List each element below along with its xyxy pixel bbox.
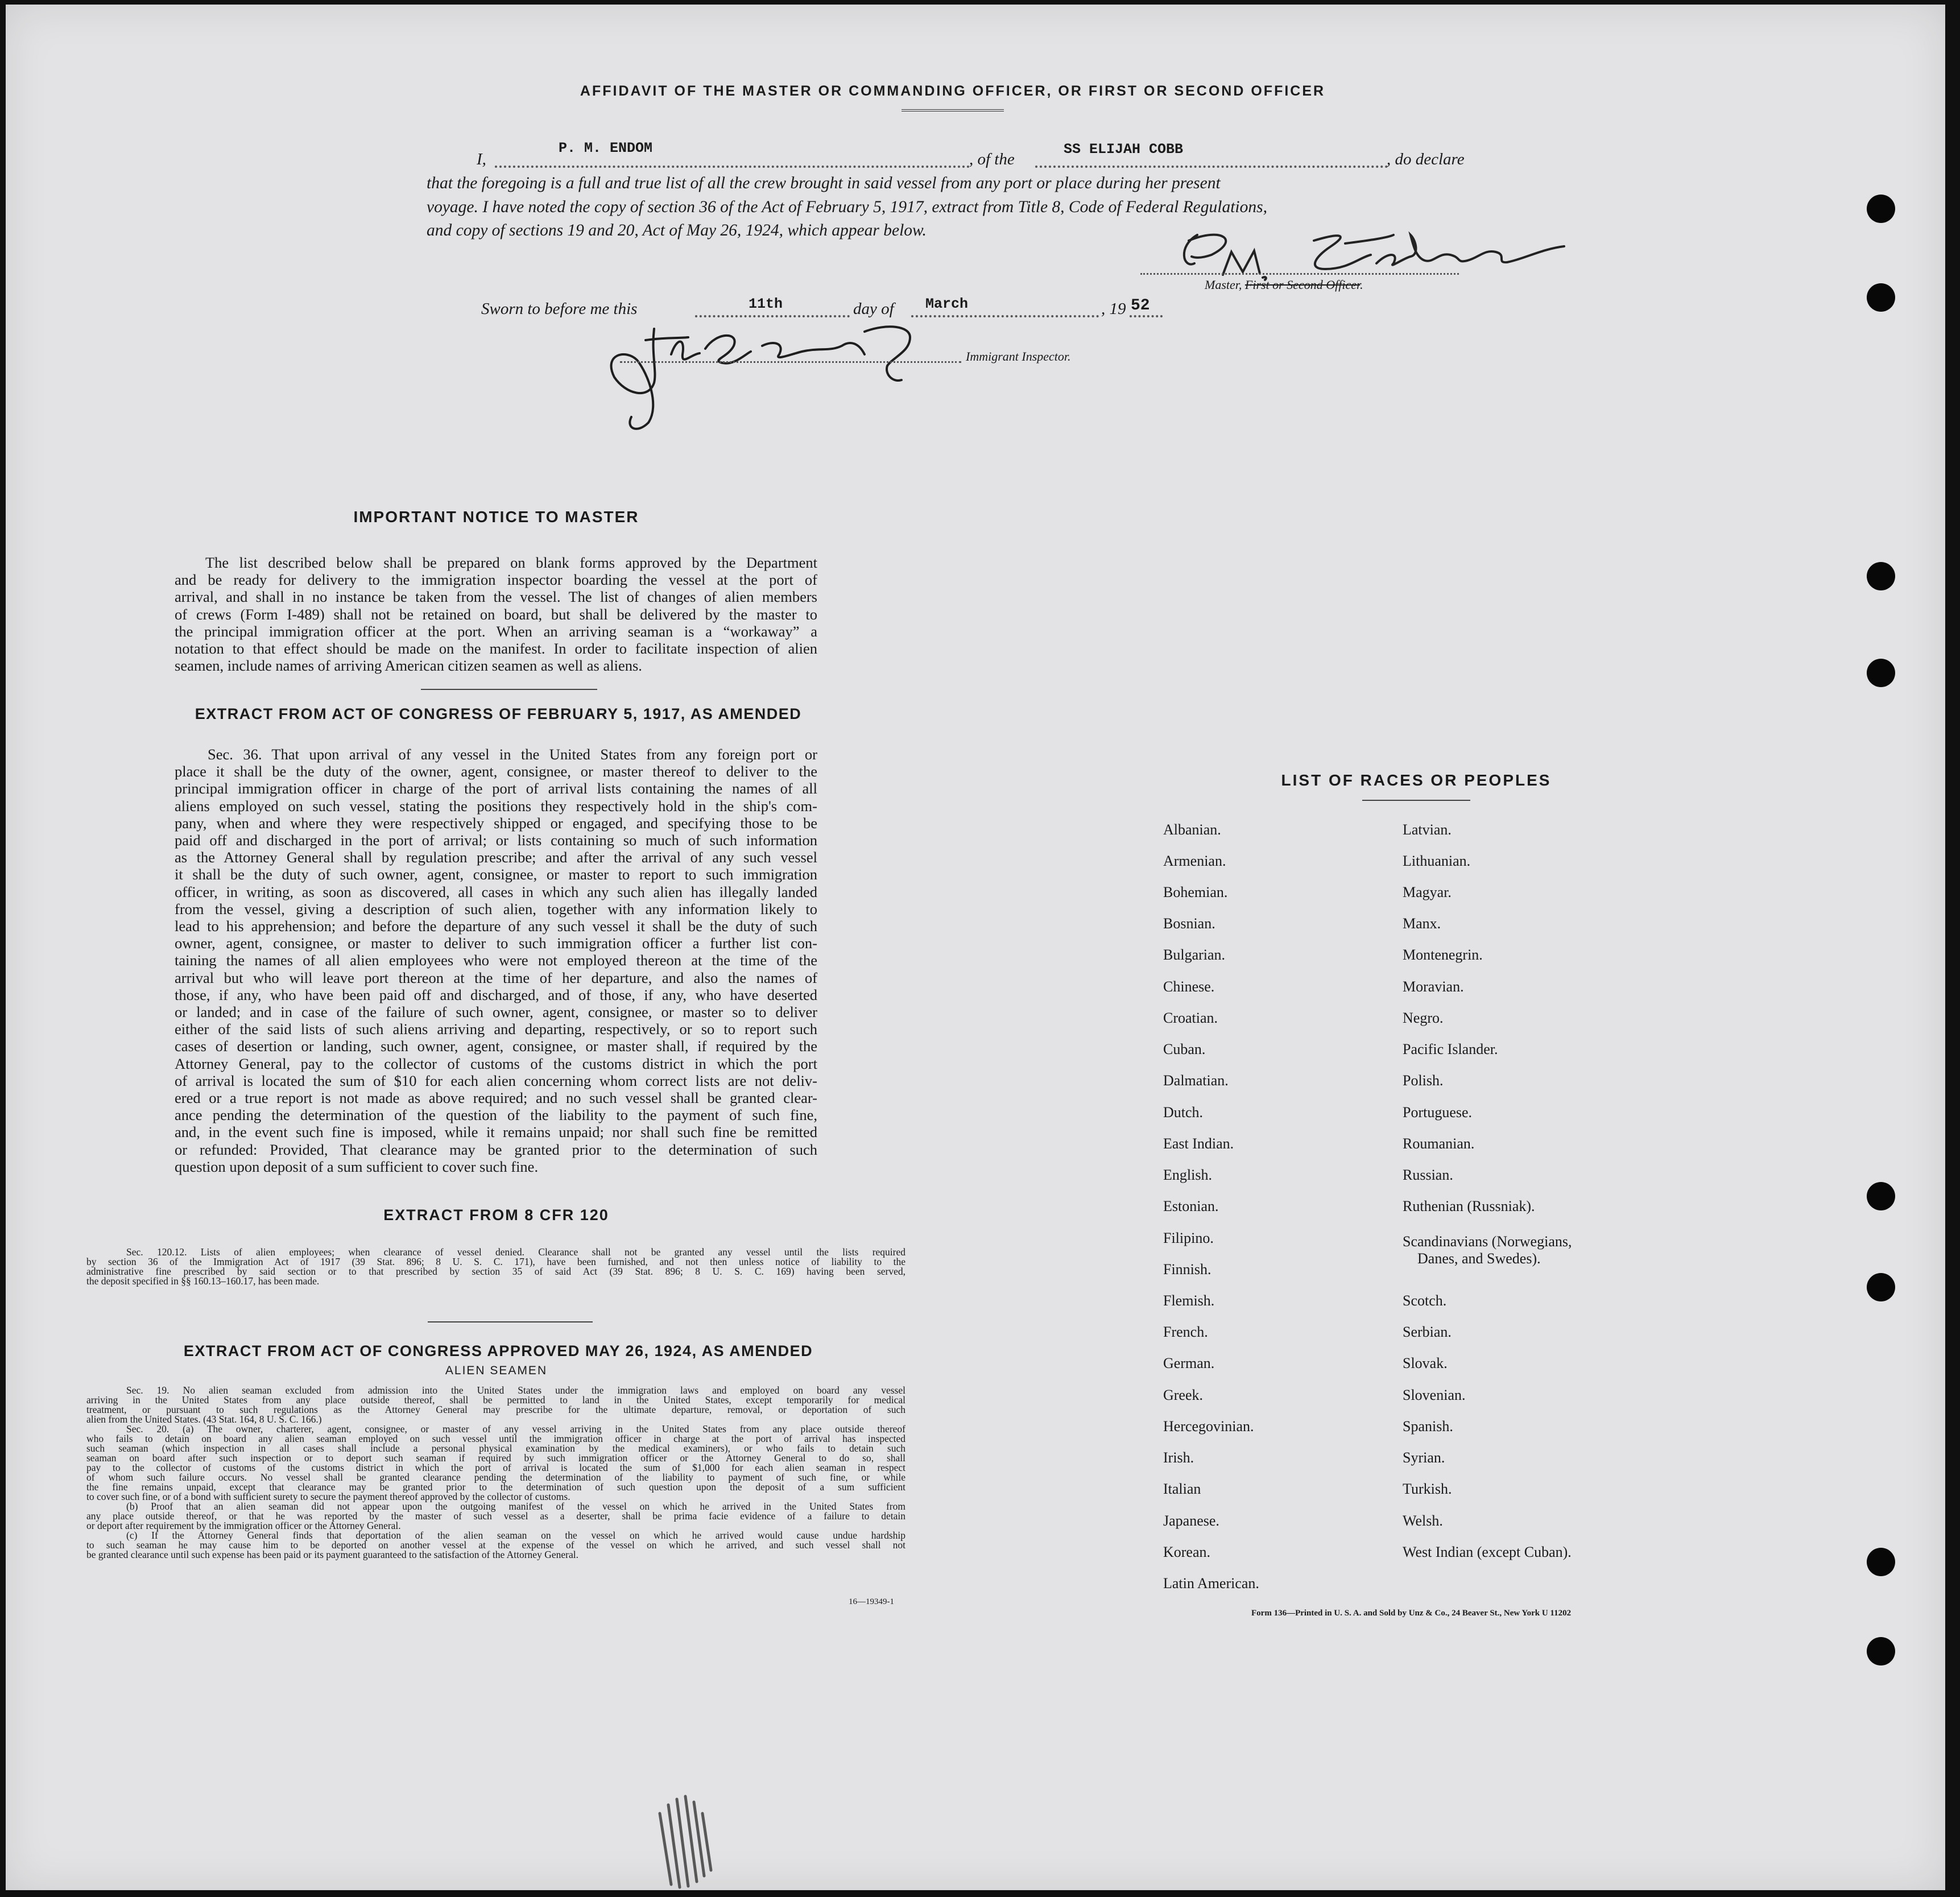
sworn-month-field: March (925, 296, 969, 312)
race-item: Manx. (1403, 915, 1441, 932)
section-36-line: paid off and discharged in the port of arrival; or lists containing so much of such information (175, 832, 817, 849)
master-name-field: P. M. ENDOM (559, 140, 653, 156)
races-heading: LIST OF RACES OR PEOPLES (1281, 771, 1552, 789)
section-36-line: ered or a true report is not made as above required; and no such vessel shall be granted clear- (175, 1089, 817, 1107)
section-36-line: of arrival is located the sum of $10 for each alien concerning whom correct lists are not deliv- (175, 1072, 817, 1089)
race-item: Armenian. (1163, 853, 1226, 869)
affidavit-line-4: and copy of sections 19 and 20, Act of May 26, 1924, which appear below. (427, 221, 927, 239)
race-item: Russian. (1403, 1167, 1453, 1183)
section-36-line: pany, when and where they were respectively shipped or engaged, and specifying those to be (175, 814, 817, 832)
race-item: Welsh. (1403, 1512, 1443, 1529)
race-item: Korean. (1163, 1544, 1211, 1560)
section-36-line: either of the said lists of such aliens arriving and departing, respectively, or so to report such (175, 1020, 817, 1038)
notice-body (175, 554, 817, 674)
extract-1924-heading: EXTRACT FROM ACT OF CONGRESS APPROVED MAY 26, 1924, AS AMENDED (183, 1342, 813, 1359)
vessel-name-field: SS ELIJAH COBB (1064, 141, 1184, 158)
race-item: Roumanian. (1403, 1135, 1475, 1152)
year-suffix: 52 (1131, 297, 1150, 315)
master-name-line (495, 166, 970, 168)
race-item: Pacific Islander. (1403, 1041, 1498, 1057)
race-item: Scotch. (1403, 1292, 1447, 1309)
section-36-line: from the vessel, giving a description of such alien, together with any information likely to (175, 900, 817, 917)
section-20-line: who fails to detain on board any alien seaman employed on such vessel until the immigration officer in charge at the port of arrival has inspected (86, 1433, 905, 1444)
race-item: Syrian. (1403, 1449, 1445, 1466)
master-caption-label: Master, (1205, 278, 1242, 292)
section-36-line: as the Attorney General shall by regulation prescribe; and after the arrival of any such vessel (175, 849, 817, 866)
affidavit-line-3: voyage. I have noted the copy of section 36 of the Act of February 5, 1917, extract from Title 8, Code of Federal Regulations, (427, 198, 1267, 216)
race-item: Danes, and Swedes). (1417, 1250, 1541, 1267)
race-item: Estonian. (1163, 1198, 1219, 1214)
race-item: Montenegrin. (1403, 947, 1483, 963)
section-36-line: place it shall be the duty of the owner, agent, consignee, or master thereof to deliver to the (175, 763, 817, 780)
master-caption (1205, 278, 1363, 292)
race-item: Albanian. (1163, 821, 1221, 838)
race-item: Irish. (1163, 1449, 1194, 1466)
notice-line: The list described below shall be prepared on blank forms approved by the Department (205, 554, 817, 571)
race-item: Finnish. (1163, 1261, 1211, 1278)
section-36-line: and, in the event such fine is imposed, while it remains unpaid; nor shall such fine be remitted (175, 1123, 817, 1141)
section-36-line: aliens employed on such vessel, stating the positions they respectively hold in the ship's com- (175, 797, 817, 815)
race-item: Magyar. (1403, 884, 1452, 900)
section-36-line: it shall be the duty of such owner, agent, consignee, or master to report to such immigration (175, 866, 817, 883)
extract-1917-body (175, 746, 817, 1175)
binder-hole (1867, 659, 1895, 687)
alien-seamen-subheading: ALIEN SEAMEN (445, 1364, 548, 1377)
binder-hole (1867, 1637, 1895, 1665)
notice-line: and be ready for delivery to the immigration inspector boarding the vessel at the port of (175, 571, 817, 589)
race-item: German. (1163, 1355, 1215, 1371)
form-printer-line: Form 136—Printed in U. S. A. and Sold by Unz & Co., 24 Beaver St., New York U 11202 (1251, 1609, 1572, 1618)
inspector-signature (592, 320, 944, 437)
struck-officer-caption: First or Second Officer (1244, 278, 1361, 292)
race-item: English. (1163, 1167, 1212, 1183)
section-19-line: Sec. 19. No alien seaman excluded from admission into the United States under the immigration laws and employed on board any vessel (126, 1384, 905, 1396)
binder-hole (1867, 1273, 1895, 1301)
year-prefix: , 19 (1101, 300, 1126, 318)
inspector-signature-line (620, 361, 961, 363)
race-item: Ruthenian (Russniak). (1403, 1198, 1535, 1214)
sworn-day-field: 11th (749, 296, 783, 312)
section-36-line: cases of desertion or landing, such owner, agent, consignee, or master shall, if required by the (175, 1038, 817, 1055)
binder-hole (1867, 1182, 1895, 1210)
cfr-line: administrative fine prescribed by said section or to that prescribed by section 35 of said Act (39 Stat. 896; 8 U. S. C. 169) having been served, (86, 1266, 905, 1277)
race-item: Scandinavians (Norwegians, (1403, 1233, 1572, 1250)
race-item: Portuguese. (1403, 1104, 1473, 1121)
race-item: Italian (1163, 1481, 1201, 1497)
section-36-line: arrival but who will leave port thereon at the time of her departure, and also the names of (175, 969, 817, 986)
section-20-line: any place outside thereof, or that he was reported by the master of such vessel as a deserter, shall be prima facie evidence of a failure to detain (86, 1510, 905, 1522)
cfr-rule (428, 1321, 593, 1322)
section-20-line: or deport after requirement by the immigration officer or the Attorney General. (86, 1520, 401, 1531)
of-the-label: , of the (969, 150, 1015, 168)
race-item: Dalmatian. (1163, 1072, 1229, 1089)
scan-smudge (648, 1791, 728, 1890)
race-item: Negro. (1403, 1010, 1444, 1026)
do-declare-label: , do declare (1387, 150, 1465, 168)
race-item: West Indian (except Cuban). (1403, 1544, 1572, 1560)
race-item: Slovak. (1403, 1355, 1448, 1371)
binder-hole (1867, 1548, 1895, 1576)
section-36-line: lead to his apprehension; and before the departure of any such vessel it shall be the duty of such (175, 917, 817, 935)
notice-line: of crews (Form I-489) shall not be retained on board, but shall be delivered by the master to (175, 605, 817, 623)
race-item: Latvian. (1403, 821, 1452, 838)
section-20-line: to such seaman he may cause him to be deported on another vessel at the expense of the vessel on which he arrived, and such vessel shall not (86, 1539, 905, 1551)
section-36-line: principal immigration officer in charge of the port of arrival lists containing the names of all (175, 780, 817, 797)
section-36-line: ance pending the determination of the question of the liability to the payment of such fine, (175, 1106, 817, 1124)
extract-1917-heading: EXTRACT FROM ACT OF CONGRESS OF FEBRUARY 5, 1917, AS AMENDED (195, 705, 802, 722)
race-item: Slovenian. (1403, 1387, 1466, 1403)
section-20-line: the fine remains unpaid, except that clearance may be granted prior to the determination of such question upon the deposit of a sum sufficient (86, 1481, 905, 1493)
race-item: Spanish. (1403, 1418, 1453, 1435)
race-item: Moravian. (1403, 978, 1464, 995)
vessel-name-line (1035, 166, 1388, 168)
race-item: Bulgarian. (1163, 947, 1226, 963)
section-19-line: arriving in the United States from any place outside thereof, shall be permitted to land in the United States, except temporarily for medical (86, 1394, 905, 1406)
affidavit-line-2: that the foregoing is a full and true list of all the crew brought in said vessel from any port or place during her present (427, 174, 1221, 192)
section-20-line: (b) Proof that an alien seaman did not appear upon the outgoing manifest of the vessel on which he arrived in the United States from (126, 1501, 905, 1512)
cfr-heading: EXTRACT FROM 8 CFR 120 (383, 1206, 609, 1224)
section-20-line: (c) If the Attorney General finds that deportation of the alien seaman on the vessel on which he arrived would cause undue hardship (126, 1530, 905, 1541)
extract-1924-body (86, 1386, 905, 1560)
section-36-line: owner, agent, consignee, or master to deliver to such immigration officer a further list con- (175, 935, 817, 952)
year-line (1130, 315, 1163, 317)
race-item: Bosnian. (1163, 915, 1215, 932)
affidavit-title: AFFIDAVIT OF THE MASTER OR COMMANDING OFFICER, OR FIRST OR SECOND OFFICER (580, 83, 1326, 99)
section-36-line: those, if any, who have been paid off and discharged, and of those, if any, who have deserted (175, 986, 817, 1003)
section-20-line: be granted clearance until such expense has been paid or its payment guaranteed to the satisfaction of the Attorney General. (86, 1549, 578, 1560)
race-item: Cuban. (1163, 1041, 1206, 1057)
section-20-line: such seaman (which inspection in all cases shall include a personal physical examination by the medical examiners), or who fails to detain such (86, 1443, 905, 1454)
cfr-line: by section 36 of the Immigration Act of 1917 (39 Stat. 896; 8 U. S. C. 171), have been furnished, and not then unless notice of liability to the (86, 1256, 905, 1267)
section-20-line: to cover such fine, or of a bond with sufficient surety to secure the payment thereof approved by the collector of customs. (86, 1491, 570, 1502)
race-item: Greek. (1163, 1387, 1204, 1403)
cfr-line: the deposit specified in §§ 160.13–160.17, has been made. (86, 1275, 320, 1287)
race-item: Hercegovinian. (1163, 1418, 1254, 1435)
section-36-line: or refunded: Provided, That clearance may be granted prior to the determination of such (175, 1140, 817, 1158)
race-item: Polish. (1403, 1072, 1444, 1089)
section-20-line: pay to the collector of customs of the customs district in which the port of arrival is located the sum of $1,000 for each alien seaman in respect (86, 1462, 905, 1473)
sworn-day-line (695, 315, 850, 317)
section-36-line: or landed; and in case of the failure of such owner, agent, consignee, or master so to deliver (175, 1003, 817, 1021)
section-36-line: Sec. 36. That upon arrival of any vessel in the United States from any foreign port or (208, 746, 817, 763)
master-signature-line (1140, 273, 1459, 275)
form-code: 16—19349-1 (849, 1597, 894, 1606)
sworn-label: Sworn to before me this (481, 300, 638, 318)
title-rule (902, 109, 1004, 111)
section-36-line: taining the names of all alien employees who were not employed thereon at the time of the (175, 952, 817, 969)
inspector-caption: Immigrant Inspector. (966, 349, 1071, 363)
cfr-body (86, 1247, 905, 1286)
race-item: Turkish. (1403, 1481, 1452, 1497)
day-of-label: day of (853, 300, 894, 318)
race-item: Serbian. (1403, 1324, 1452, 1340)
race-item: Latin American. (1163, 1575, 1259, 1592)
notice-rule (421, 689, 597, 690)
section-20-line: Sec. 20. (a) The owner, charterer, agent, consignee, or master of any vessel arriving in the United States from any place outside thereof (126, 1423, 905, 1435)
caption-end: . (1360, 278, 1363, 292)
section-20-line: of whom such failure occurs. No vessel shall be granted clearance pending the determination of the liability to payment of such fine, or while (86, 1472, 905, 1483)
races-rule (1362, 800, 1470, 801)
binder-hole (1867, 195, 1895, 223)
race-item: Japanese. (1163, 1512, 1219, 1529)
i-label: I, (477, 150, 486, 168)
cfr-line: Sec. 120.12. Lists of alien employees; when clearance of vessel denied. Clearance shall not be granted any vessel until the lists required (126, 1246, 905, 1258)
binder-hole (1867, 562, 1895, 590)
section-36-line: Attorney General, pay to the collector of customs of the customs district in which the port (175, 1055, 817, 1072)
race-item: Flemish. (1163, 1292, 1215, 1309)
binder-hole (1867, 283, 1895, 312)
race-item: Bohemian. (1163, 884, 1228, 900)
race-item: Chinese. (1163, 978, 1215, 995)
section-20-line: seaman on board after such inspection or to deport such seaman if required by such immigration officer or the Attorney General to do so, shall (86, 1452, 905, 1464)
race-item: Dutch. (1163, 1104, 1204, 1121)
race-item: Lithuanian. (1403, 853, 1471, 869)
document-page (6, 5, 1945, 1890)
race-item: Croatian. (1163, 1010, 1218, 1026)
sworn-month-line (911, 315, 1099, 317)
race-item: Filipino. (1163, 1230, 1214, 1246)
notice-heading: IMPORTANT NOTICE TO MASTER (353, 508, 639, 526)
section-19-line: alien from the United States. (43 Stat. 164, 8 U. S. C. 166.) (86, 1414, 322, 1425)
section-19-line: treatment, or pursuant to such regulations as the Attorney General may prescribe for the ultimate departure, removal, or deportation of such (86, 1404, 905, 1415)
notice-line: notation to that effect should be made on the manifest. In order to facilitate inspection of alien (175, 640, 817, 658)
section-36-line: question upon deposit of a sum sufficient to cover such fine. (175, 1158, 539, 1175)
race-item: East Indian. (1163, 1135, 1234, 1152)
notice-line: the principal immigration officer at the port. When an arriving seaman is a “workaway” a (175, 622, 817, 640)
race-item: French. (1163, 1324, 1208, 1340)
notice-line: arrival, and shall in no instance be taken from the vessel. The list of changes of alien members (175, 588, 817, 606)
section-36-line: officer, in writing, as soon as discovered, all cases in which any such alien has illegally landed (175, 883, 817, 900)
notice-line: seamen, include names of arriving American citizen seamen as well as aliens. (175, 657, 642, 675)
